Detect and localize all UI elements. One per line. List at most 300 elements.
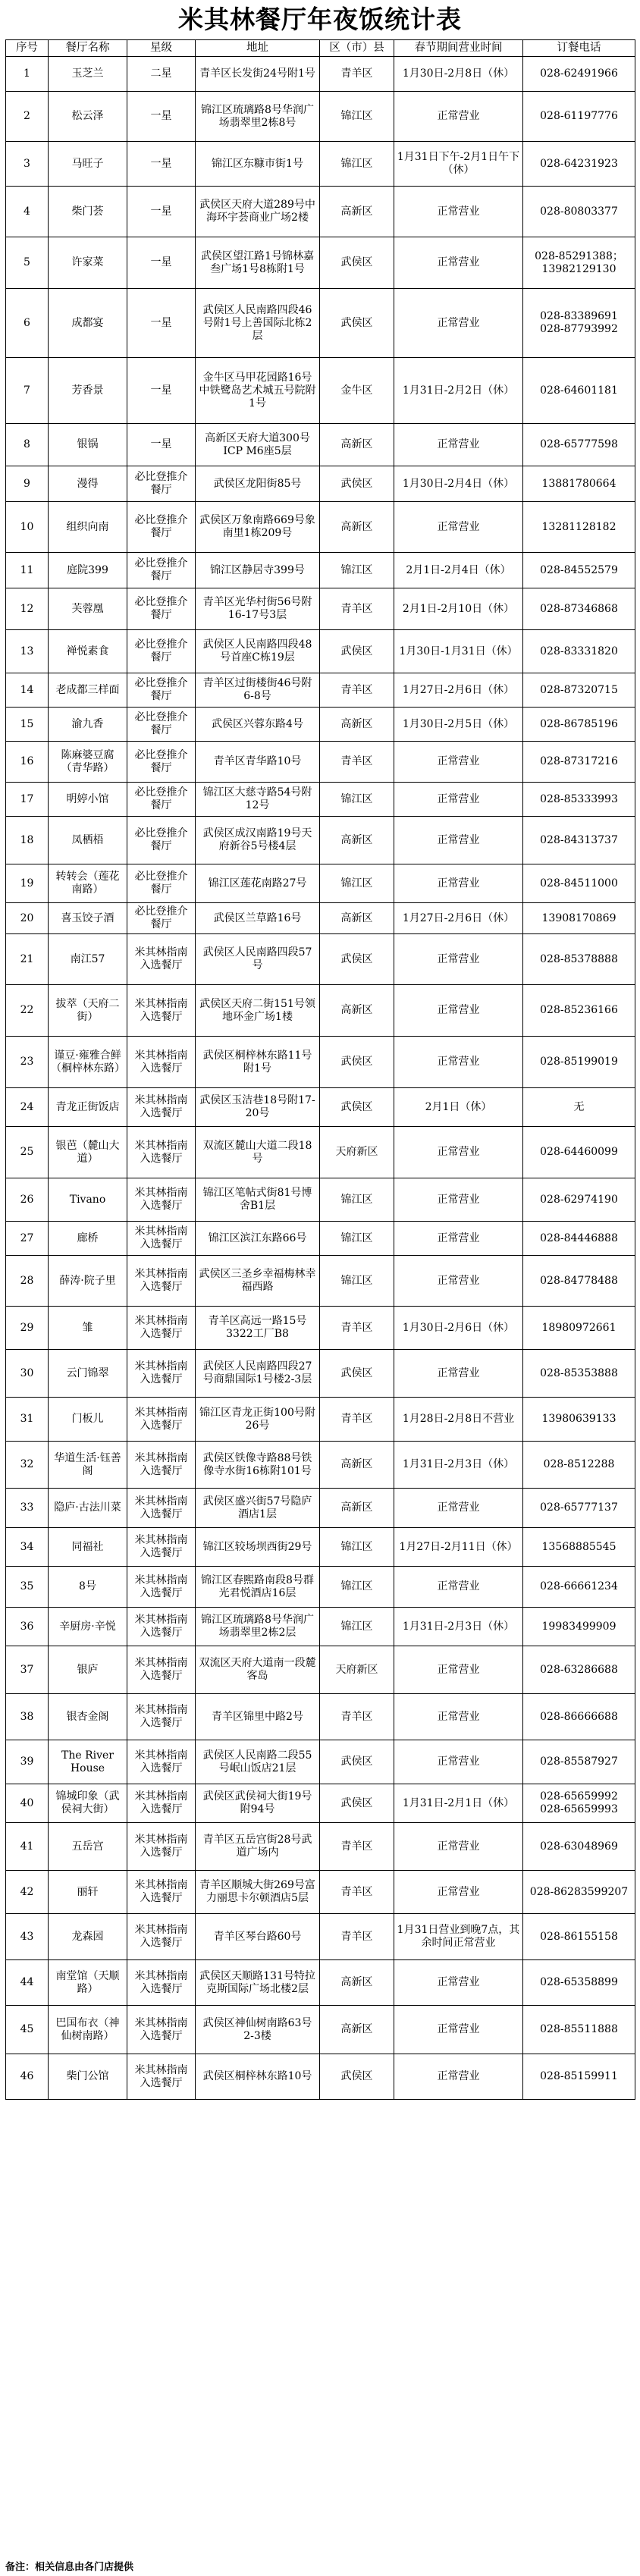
cell-name: 雏 [49, 1307, 127, 1350]
cell-name: 银杏金阁 [49, 1694, 127, 1740]
cell-no: 4 [6, 187, 49, 237]
cell-no: 42 [6, 1871, 49, 1914]
cell-district: 高新区 [320, 1442, 394, 1489]
table-row [6, 864, 635, 903]
cell-district: 青羊区 [320, 57, 394, 92]
cell-no: 2 [6, 92, 49, 142]
cell-district: 天府新区 [320, 1646, 394, 1694]
cell-district: 青羊区 [320, 1871, 394, 1914]
cell-address: 双流区天府大道南一段麓客岛 [196, 1646, 320, 1694]
cell-district: 青羊区 [320, 1694, 394, 1740]
cell-no: 8 [6, 424, 49, 466]
cell-address: 锦江区笔帖式街81号博舍B1层 [196, 1178, 320, 1222]
cell-address: 青羊区长发街24号附1号 [196, 57, 320, 92]
cell-name: 门板儿 [49, 1398, 127, 1442]
cell-district: 武侯区 [320, 1784, 394, 1823]
cell-address: 青羊区锦里中路2号 [196, 1694, 320, 1740]
cell-no: 35 [6, 1567, 49, 1608]
cell-star: 一星 [127, 142, 196, 187]
cell-district: 高新区 [320, 502, 394, 553]
page-title: 米其林餐厅年夜饭统计表 [178, 5, 462, 34]
table-row [6, 1489, 635, 1528]
cell-phone: 028-64601181 [523, 358, 635, 424]
cell-address: 武侯区三圣乡幸福梅林幸福西路 [196, 1256, 320, 1307]
cell-no: 39 [6, 1740, 49, 1784]
cell-star: 米其林指南入选餐厅 [127, 1871, 196, 1914]
cell-address: 武侯区盛兴街57号隐庐酒店1层 [196, 1489, 320, 1528]
restaurant-table [5, 39, 635, 2100]
cell-name: 漫得 [49, 466, 127, 502]
cell-star: 米其林指南入选餐厅 [127, 1307, 196, 1350]
cell-star: 必比登推介餐厅 [127, 502, 196, 553]
cell-no: 30 [6, 1350, 49, 1398]
cell-hours: 1月27日-2月6日（休） [394, 673, 523, 708]
cell-star: 必比登推介餐厅 [127, 588, 196, 630]
cell-address: 武侯区神仙树南路63号2-3楼 [196, 2006, 320, 2054]
cell-phone: 028-86785196 [523, 708, 635, 742]
cell-no: 14 [6, 673, 49, 708]
cell-name: 喜玉饺子酒 [49, 903, 127, 934]
cell-hours: 正常营业 [394, 985, 523, 1037]
cell-phone: 028-85291388；13982129130 [523, 237, 635, 289]
cell-no: 18 [6, 817, 49, 864]
cell-star: 米其林指南入选餐厅 [127, 1489, 196, 1528]
cell-phone: 028-84313737 [523, 817, 635, 864]
cell-address: 青羊区五岳宫街28号武道广场内 [196, 1823, 320, 1871]
cell-hours: 正常营业 [394, 1350, 523, 1398]
cell-star: 必比登推介餐厅 [127, 708, 196, 742]
cell-star: 一星 [127, 358, 196, 424]
cell-district: 武侯区 [320, 1037, 394, 1088]
cell-name: 渝九香 [49, 708, 127, 742]
cell-phone: 028-85587927 [523, 1740, 635, 1784]
cell-hours: 正常营业 [394, 817, 523, 864]
table-row [6, 142, 635, 187]
cell-address: 武侯区玉洁巷18号附17-20号 [196, 1088, 320, 1127]
cell-hours: 正常营业 [394, 1178, 523, 1222]
cell-star: 米其林指南入选餐厅 [127, 1608, 196, 1646]
cell-name: 转转会（莲花南路） [49, 864, 127, 903]
cell-phone: 028-8512288 [523, 1442, 635, 1489]
cell-name: 庭院399 [49, 553, 127, 588]
cell-star: 米其林指南入选餐厅 [127, 1740, 196, 1784]
cell-hours: 正常营业 [394, 783, 523, 817]
cell-no: 23 [6, 1037, 49, 1088]
table-row [6, 708, 635, 742]
cell-hours: 正常营业 [394, 1823, 523, 1871]
cell-name: 柴门荟 [49, 187, 127, 237]
table-row [6, 1567, 635, 1608]
cell-phone: 18980972661 [523, 1307, 635, 1350]
cell-phone: 028-86666688 [523, 1694, 635, 1740]
cell-no: 37 [6, 1646, 49, 1694]
cell-district: 金牛区 [320, 358, 394, 424]
cell-address: 锦江区青龙正街100号附26号 [196, 1398, 320, 1442]
table-row [6, 1256, 635, 1307]
cell-district: 高新区 [320, 187, 394, 237]
cell-star: 必比登推介餐厅 [127, 864, 196, 903]
cell-star: 必比登推介餐厅 [127, 783, 196, 817]
cell-hours: 正常营业 [394, 1037, 523, 1088]
cell-name: 芳香景 [49, 358, 127, 424]
cell-phone: 028-86283599207 [523, 1871, 635, 1914]
cell-address: 武侯区人民南路四段46号附1号上善国际北栋2层 [196, 289, 320, 358]
cell-hours: 1月30日-2月4日（休） [394, 466, 523, 502]
cell-name: 玉芝兰 [49, 57, 127, 92]
cell-hours: 1月31日下午-2月1日午下（休） [394, 142, 523, 187]
cell-name: 龙森园 [49, 1914, 127, 1960]
cell-address: 锦江区琉璃路8号华润广场翡翠里2栋2层 [196, 1608, 320, 1646]
cell-phone: 19983499909 [523, 1608, 635, 1646]
cell-name: 成都宴 [49, 289, 127, 358]
cell-hours: 正常营业 [394, 187, 523, 237]
cell-hours: 正常营业 [394, 864, 523, 903]
cell-hours: 正常营业 [394, 1256, 523, 1307]
table-row [6, 553, 635, 588]
header-address: 地址 [196, 40, 320, 57]
table-row [6, 1350, 635, 1398]
table-row [6, 92, 635, 142]
cell-district: 武侯区 [320, 289, 394, 358]
cell-name: 松云泽 [49, 92, 127, 142]
cell-district: 青羊区 [320, 1307, 394, 1350]
cell-hours: 正常营业 [394, 742, 523, 783]
cell-no: 19 [6, 864, 49, 903]
cell-phone: 028-85236166 [523, 985, 635, 1037]
cell-address: 锦江区东糠市街1号 [196, 142, 320, 187]
table-row [6, 934, 635, 985]
cell-address: 武侯区武侯祠大街19号附94号 [196, 1784, 320, 1823]
cell-no: 3 [6, 142, 49, 187]
cell-name: 许家菜 [49, 237, 127, 289]
cell-star: 米其林指南入选餐厅 [127, 1694, 196, 1740]
cell-no: 6 [6, 289, 49, 358]
cell-phone: 028-85378888 [523, 934, 635, 985]
cell-no: 17 [6, 783, 49, 817]
cell-star: 米其林指南入选餐厅 [127, 1442, 196, 1489]
cell-hours: 正常营业 [394, 1222, 523, 1256]
cell-phone: 13881780664 [523, 466, 635, 502]
header-no: 序号 [6, 40, 49, 57]
cell-district: 高新区 [320, 1960, 394, 2006]
cell-district: 天府新区 [320, 1127, 394, 1178]
table-row [6, 1823, 635, 1871]
cell-address: 武侯区兴蓉东路4号 [196, 708, 320, 742]
cell-district: 青羊区 [320, 1398, 394, 1442]
cell-address: 双流区麓山大道二段18号 [196, 1127, 320, 1178]
table-row [6, 1694, 635, 1740]
footer-note: 备注：相关信息由各门店提供 [5, 2562, 134, 2573]
cell-hours: 1月27日-2月6日（休） [394, 903, 523, 934]
cell-phone: 028-61197776 [523, 92, 635, 142]
cell-district: 锦江区 [320, 142, 394, 187]
cell-hours: 正常营业 [394, 1740, 523, 1784]
cell-phone: 028-62974190 [523, 1178, 635, 1222]
cell-district: 锦江区 [320, 1608, 394, 1646]
cell-no: 10 [6, 502, 49, 553]
table-row [6, 2006, 635, 2054]
cell-address: 武侯区人民南路四段48号首座C栋19层 [196, 630, 320, 673]
cell-star: 米其林指南入选餐厅 [127, 1398, 196, 1442]
cell-phone: 028-85353888 [523, 1350, 635, 1398]
cell-phone: 028-63048969 [523, 1823, 635, 1871]
cell-address: 武侯区成汉南路19号天府新谷5号楼4层 [196, 817, 320, 864]
cell-no: 24 [6, 1088, 49, 1127]
cell-phone: 028-85333993 [523, 783, 635, 817]
cell-district: 高新区 [320, 2006, 394, 2054]
cell-no: 16 [6, 742, 49, 783]
table-row [6, 783, 635, 817]
cell-hours: 1月31日营业到晚7点，其余时间正常营业 [394, 1914, 523, 1960]
table-row [6, 1528, 635, 1567]
table-row [6, 187, 635, 237]
cell-star: 米其林指南入选餐厅 [127, 1178, 196, 1222]
cell-phone: 028-84552579 [523, 553, 635, 588]
table-row [6, 1740, 635, 1784]
cell-hours: 1月30日-2月6日（休） [394, 1307, 523, 1350]
cell-district: 武侯区 [320, 934, 394, 985]
cell-star: 米其林指南入选餐厅 [127, 1350, 196, 1398]
cell-star: 米其林指南入选餐厅 [127, 1528, 196, 1567]
cell-name: 老成都三样面 [49, 673, 127, 708]
cell-no: 22 [6, 985, 49, 1037]
cell-star: 米其林指南入选餐厅 [127, 985, 196, 1037]
cell-name: 8号 [49, 1567, 127, 1608]
cell-phone: 028-87346868 [523, 588, 635, 630]
cell-no: 21 [6, 934, 49, 985]
cell-address: 锦江区琉璃路8号华润广场翡翠里2栋8号 [196, 92, 320, 142]
cell-district: 高新区 [320, 708, 394, 742]
cell-star: 二星 [127, 57, 196, 92]
cell-star: 必比登推介餐厅 [127, 466, 196, 502]
cell-address: 武侯区望江路1号锦林嘉叁广场1号8栋附1号 [196, 237, 320, 289]
cell-district: 青羊区 [320, 673, 394, 708]
cell-star: 米其林指南入选餐厅 [127, 1127, 196, 1178]
cell-name: 陈麻婆豆腐（青华路） [49, 742, 127, 783]
cell-no: 29 [6, 1307, 49, 1350]
cell-name: 银芭（麓山大道） [49, 1127, 127, 1178]
cell-star: 米其林指南入选餐厅 [127, 1646, 196, 1694]
cell-phone: 028-85199019 [523, 1037, 635, 1088]
cell-address: 武侯区桐梓林东路10号 [196, 2054, 320, 2100]
table-row [6, 1222, 635, 1256]
table-row [6, 1307, 635, 1350]
cell-star: 米其林指南入选餐厅 [127, 2054, 196, 2100]
table-row [6, 1914, 635, 1960]
cell-address: 武侯区人民南路四段57号 [196, 934, 320, 985]
cell-star: 必比登推介餐厅 [127, 742, 196, 783]
cell-star: 一星 [127, 187, 196, 237]
cell-phone: 028-84778488 [523, 1256, 635, 1307]
cell-district: 武侯区 [320, 237, 394, 289]
table-row [6, 1088, 635, 1127]
cell-name: Tivano [49, 1178, 127, 1222]
table-row [6, 1442, 635, 1489]
cell-no: 15 [6, 708, 49, 742]
cell-phone: 028-65358899 [523, 1960, 635, 2006]
cell-no: 34 [6, 1528, 49, 1567]
cell-district: 武侯区 [320, 466, 394, 502]
cell-hours: 1月30日-1月31日（休） [394, 630, 523, 673]
cell-no: 38 [6, 1694, 49, 1740]
cell-address: 青羊区过街楼街46号附6-8号 [196, 673, 320, 708]
cell-name: 华道生活·钰善阁 [49, 1442, 127, 1489]
cell-hours: 正常营业 [394, 1871, 523, 1914]
cell-star: 必比登推介餐厅 [127, 630, 196, 673]
cell-no: 33 [6, 1489, 49, 1528]
table-row [6, 1127, 635, 1178]
cell-no: 7 [6, 358, 49, 424]
table-row [6, 1871, 635, 1914]
cell-phone: 028-83331820 [523, 630, 635, 673]
cell-district: 青羊区 [320, 1823, 394, 1871]
cell-star: 必比登推介餐厅 [127, 903, 196, 934]
cell-phone: 028-64231923 [523, 142, 635, 187]
cell-name: 巴国布衣（神仙树南路） [49, 2006, 127, 2054]
cell-hours: 正常营业 [394, 289, 523, 358]
header-phone: 订餐电话 [523, 40, 635, 57]
cell-name: 锦城印象（武侯祠大街） [49, 1784, 127, 1823]
cell-address: 高新区天府大道300号ICP M6座5层 [196, 424, 320, 466]
cell-star: 必比登推介餐厅 [127, 553, 196, 588]
cell-address: 武侯区铁像寺路88号铁像寺水街16栋附101号 [196, 1442, 320, 1489]
cell-district: 武侯区 [320, 2054, 394, 2100]
cell-phone: 13568885545 [523, 1528, 635, 1567]
cell-phone: 028-84511000 [523, 864, 635, 903]
cell-name: 五岳宫 [49, 1823, 127, 1871]
cell-star: 米其林指南入选餐厅 [127, 1037, 196, 1088]
cell-phone: 028-87317216 [523, 742, 635, 783]
cell-address: 武侯区天府大道289号中海环宇荟商业广场2楼 [196, 187, 320, 237]
cell-address: 锦江区春熙路南段8号群光君悦酒店16层 [196, 1567, 320, 1608]
cell-district: 青羊区 [320, 588, 394, 630]
table-row [6, 1178, 635, 1222]
cell-district: 高新区 [320, 985, 394, 1037]
cell-no: 5 [6, 237, 49, 289]
cell-phone: 028-65777598 [523, 424, 635, 466]
cell-name: 谨豆·雍雅合鲜（桐梓林东路） [49, 1037, 127, 1088]
cell-no: 45 [6, 2006, 49, 2054]
table-row [6, 1784, 635, 1823]
cell-phone: 028-85511888 [523, 2006, 635, 2054]
cell-hours: 正常营业 [394, 1567, 523, 1608]
cell-star: 必比登推介餐厅 [127, 673, 196, 708]
cell-phone: 13281128182 [523, 502, 635, 553]
table-row [6, 358, 635, 424]
cell-no: 41 [6, 1823, 49, 1871]
cell-address: 武侯区人民南路二段55号岷山饭店21层 [196, 1740, 320, 1784]
cell-address: 武侯区龙阳街85号 [196, 466, 320, 502]
cell-star: 一星 [127, 237, 196, 289]
cell-address: 武侯区人民南路四段27号商鼎国际1号楼2-3层 [196, 1350, 320, 1398]
cell-phone: 028-87320715 [523, 673, 635, 708]
cell-district: 高新区 [320, 903, 394, 934]
cell-hours: 2月1日-2月4日（休） [394, 553, 523, 588]
cell-hours: 1月27日-2月11日（休） [394, 1528, 523, 1567]
header-name: 餐厅名称 [49, 40, 127, 57]
cell-hours: 1月31日-2月1日（休） [394, 1784, 523, 1823]
cell-phone: 028-65777137 [523, 1489, 635, 1528]
cell-hours: 1月28日-2月8日不营业 [394, 1398, 523, 1442]
cell-name: 拔萃（天府二街） [49, 985, 127, 1037]
cell-address: 青羊区琴台路60号 [196, 1914, 320, 1960]
cell-name: 辛厨房·辛悦 [49, 1608, 127, 1646]
cell-name: 青龙正街饭店 [49, 1088, 127, 1127]
cell-hours: 2月1日-2月10日（休） [394, 588, 523, 630]
cell-phone: 13908170869 [523, 903, 635, 934]
cell-star: 米其林指南入选餐厅 [127, 1960, 196, 2006]
cell-address: 锦江区滨江东路66号 [196, 1222, 320, 1256]
header-star: 星级 [127, 40, 196, 57]
cell-address: 锦江区莲花南路27号 [196, 864, 320, 903]
cell-hours: 正常营业 [394, 1646, 523, 1694]
cell-hours: 正常营业 [394, 1127, 523, 1178]
cell-hours: 1月30日-2月5日（休） [394, 708, 523, 742]
cell-no: 1 [6, 57, 49, 92]
table-row [6, 903, 635, 934]
cell-district: 锦江区 [320, 1178, 394, 1222]
cell-hours: 1月31日-2月2日（休） [394, 358, 523, 424]
cell-address: 青羊区高远一路15号3322工厂B8 [196, 1307, 320, 1350]
cell-no: 25 [6, 1127, 49, 1178]
cell-name: 凤栖梧 [49, 817, 127, 864]
table-row [6, 817, 635, 864]
cell-star: 米其林指南入选餐厅 [127, 934, 196, 985]
cell-name: 组织向南 [49, 502, 127, 553]
header-district: 区（市）县 [320, 40, 394, 57]
cell-name: 薛涛·院子里 [49, 1256, 127, 1307]
cell-district: 锦江区 [320, 92, 394, 142]
cell-district: 锦江区 [320, 783, 394, 817]
table-row [6, 424, 635, 466]
cell-name: 明婷小馆 [49, 783, 127, 817]
cell-name: 廊桥 [49, 1222, 127, 1256]
header-hours: 春节期间营业时间 [394, 40, 523, 57]
cell-phone: 028-63286688 [523, 1646, 635, 1694]
cell-no: 43 [6, 1914, 49, 1960]
cell-address: 武侯区桐梓林东路11号附1号 [196, 1037, 320, 1088]
cell-phone: 028-65659992 028-65659993 [523, 1784, 635, 1823]
cell-star: 米其林指南入选餐厅 [127, 1567, 196, 1608]
table-row [6, 1960, 635, 2006]
cell-hours: 正常营业 [394, 934, 523, 985]
cell-hours: 正常营业 [394, 424, 523, 466]
cell-star: 必比登推介餐厅 [127, 817, 196, 864]
cell-no: 40 [6, 1784, 49, 1823]
table-row [6, 1398, 635, 1442]
cell-no: 28 [6, 1256, 49, 1307]
cell-hours: 1月30日-2月8日（休） [394, 57, 523, 92]
table-row [6, 673, 635, 708]
cell-name: 云门锦翠 [49, 1350, 127, 1398]
cell-phone: 028-64460099 [523, 1127, 635, 1178]
cell-phone: 028-86155158 [523, 1914, 635, 1960]
cell-no: 31 [6, 1398, 49, 1442]
cell-no: 26 [6, 1178, 49, 1222]
cell-district: 高新区 [320, 424, 394, 466]
cell-no: 20 [6, 903, 49, 934]
cell-hours: 正常营业 [394, 2054, 523, 2100]
cell-address: 青羊区光华村街56号附16-17号3层 [196, 588, 320, 630]
table-row [6, 630, 635, 673]
cell-name: 银锅 [49, 424, 127, 466]
cell-hours: 1月31日-2月3日（休） [394, 1608, 523, 1646]
cell-address: 武侯区天顺路131号特拉克斯国际广场北楼2层 [196, 1960, 320, 2006]
cell-address: 武侯区万象南路669号象南里1栋209号 [196, 502, 320, 553]
cell-no: 46 [6, 2054, 49, 2100]
cell-name: 同福社 [49, 1528, 127, 1567]
cell-district: 青羊区 [320, 742, 394, 783]
